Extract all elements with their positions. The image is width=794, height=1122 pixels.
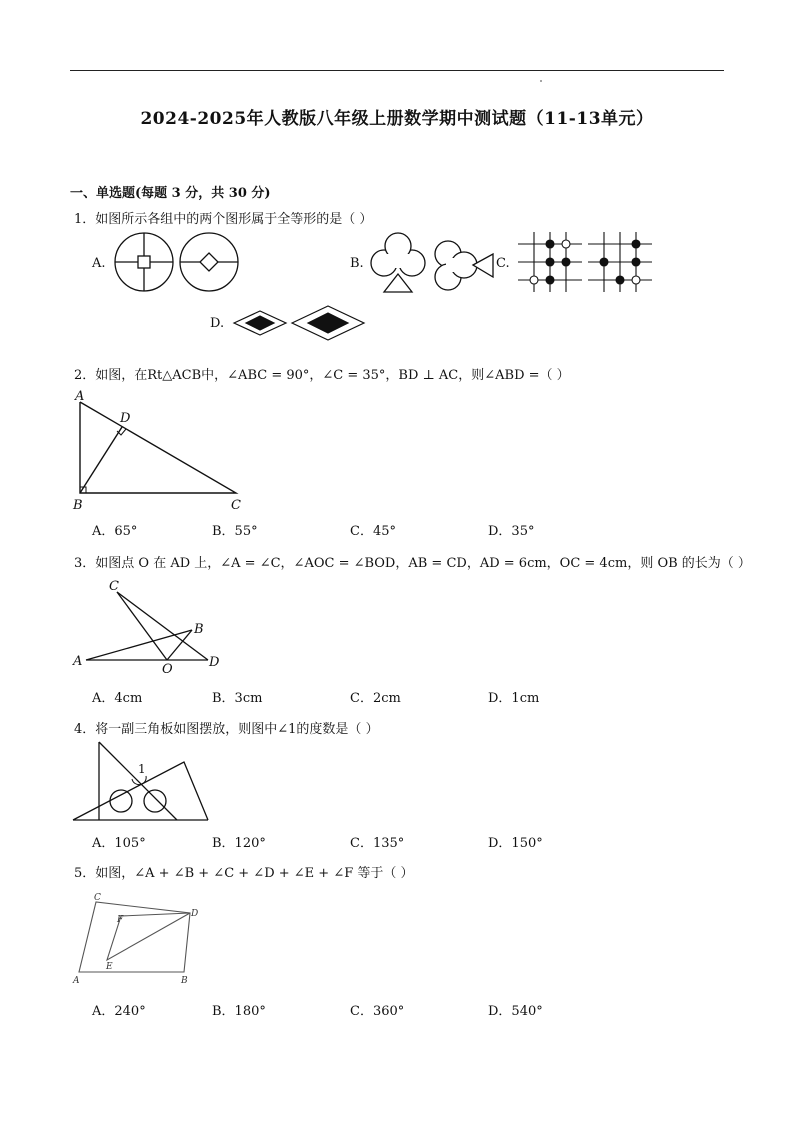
q1-option-d-label: D. [210, 316, 225, 331]
q2-stem: 2．如图，在Rt△ACB中，∠ABC = 90°，∠C = 35°，BD ⊥ AC，则∠ABD =（ ） [74, 368, 570, 383]
q3-figure [70, 576, 230, 676]
q3-label-b: B [194, 622, 204, 637]
q4-option-d[interactable]: D．150° [488, 836, 543, 851]
q3-label-c: C [109, 579, 119, 594]
q2-label-c: C [231, 498, 241, 513]
q2-label-a: A [75, 389, 85, 404]
q4-hole-left [110, 790, 132, 812]
q2-label-d: D [120, 411, 131, 426]
q3-option-b[interactable]: B．3cm [212, 691, 263, 706]
q5-label-d: D [191, 909, 199, 919]
q4-angle-label: 1 [138, 762, 146, 776]
q4-option-c[interactable]: C．135° [350, 836, 405, 851]
q1-figure-b [368, 232, 503, 296]
q1b-triangle-right [473, 254, 493, 277]
q3-label-a: A [73, 654, 83, 669]
q3-label-o: O [162, 662, 173, 677]
q3-stem: 3．如图点 O 在 AD 上，∠A = ∠C，∠AOC = ∠BOD，AB = CD，AD = 6cm，OC = 4cm，则 OB 的长为（ ） [74, 556, 751, 571]
q5-option-a[interactable]: A．240° [92, 1004, 146, 1019]
section-heading: 一、单选题(每题 3 分，共 30 分) [70, 186, 271, 201]
q4-stem: 4．将一副三角板如图摆放，则图中∠1的度数是（ ） [74, 722, 379, 737]
q3-option-c[interactable]: C．2cm [350, 691, 401, 706]
q5-label-f: F [117, 915, 124, 925]
q5-option-c[interactable]: C．360° [350, 1004, 405, 1019]
q1-figure-d [230, 303, 370, 343]
q4-option-b[interactable]: B．120° [212, 836, 266, 851]
q5-label-a: A [73, 976, 80, 986]
q2-figure [70, 388, 260, 513]
q5-option-d[interactable]: D．540° [488, 1004, 543, 1019]
q1-stem: 1．如图所示各组中的两个图形属于全等形的是（ ） [74, 212, 373, 227]
q2-option-b[interactable]: B．55° [212, 524, 258, 539]
q1-option-c-label: C. [496, 256, 510, 271]
q1-option-a-label: A. [92, 256, 106, 271]
q1a-square [138, 256, 150, 268]
q4-option-a[interactable]: A．105° [92, 836, 146, 851]
q1a-diamond [200, 253, 218, 271]
q5-option-b[interactable]: B．180° [212, 1004, 266, 1019]
q5-label-b: B [181, 976, 188, 986]
q1-option-b-label: B. [350, 256, 364, 271]
q2-option-c[interactable]: C．45° [350, 524, 396, 539]
q4-figure [70, 740, 215, 822]
q4-hole-right [144, 790, 166, 812]
header-rule [70, 70, 724, 71]
q2-option-a[interactable]: A．65° [92, 524, 138, 539]
q1-figure-c [518, 232, 653, 292]
q2-option-d[interactable]: D．35° [488, 524, 535, 539]
q5-stem: 5．如图，∠A + ∠B + ∠C + ∠D + ∠E + ∠F 等于（ ） [74, 866, 414, 881]
q3-option-d[interactable]: D．1cm [488, 691, 540, 706]
q2-label-b: B [73, 498, 83, 513]
q5-label-c: C [94, 893, 101, 903]
q3-option-a[interactable]: A．4cm [92, 691, 143, 706]
q1b-triangle-left [384, 274, 412, 292]
q1-figure-a [112, 230, 247, 294]
q5-label-e: E [106, 962, 113, 972]
page-title: 2024-2025年人教版八年级上册数学期中测试题（11-13单元） [140, 109, 654, 129]
q3-label-d: D [209, 655, 220, 670]
speck [540, 80, 542, 82]
q5-figure [70, 890, 210, 986]
